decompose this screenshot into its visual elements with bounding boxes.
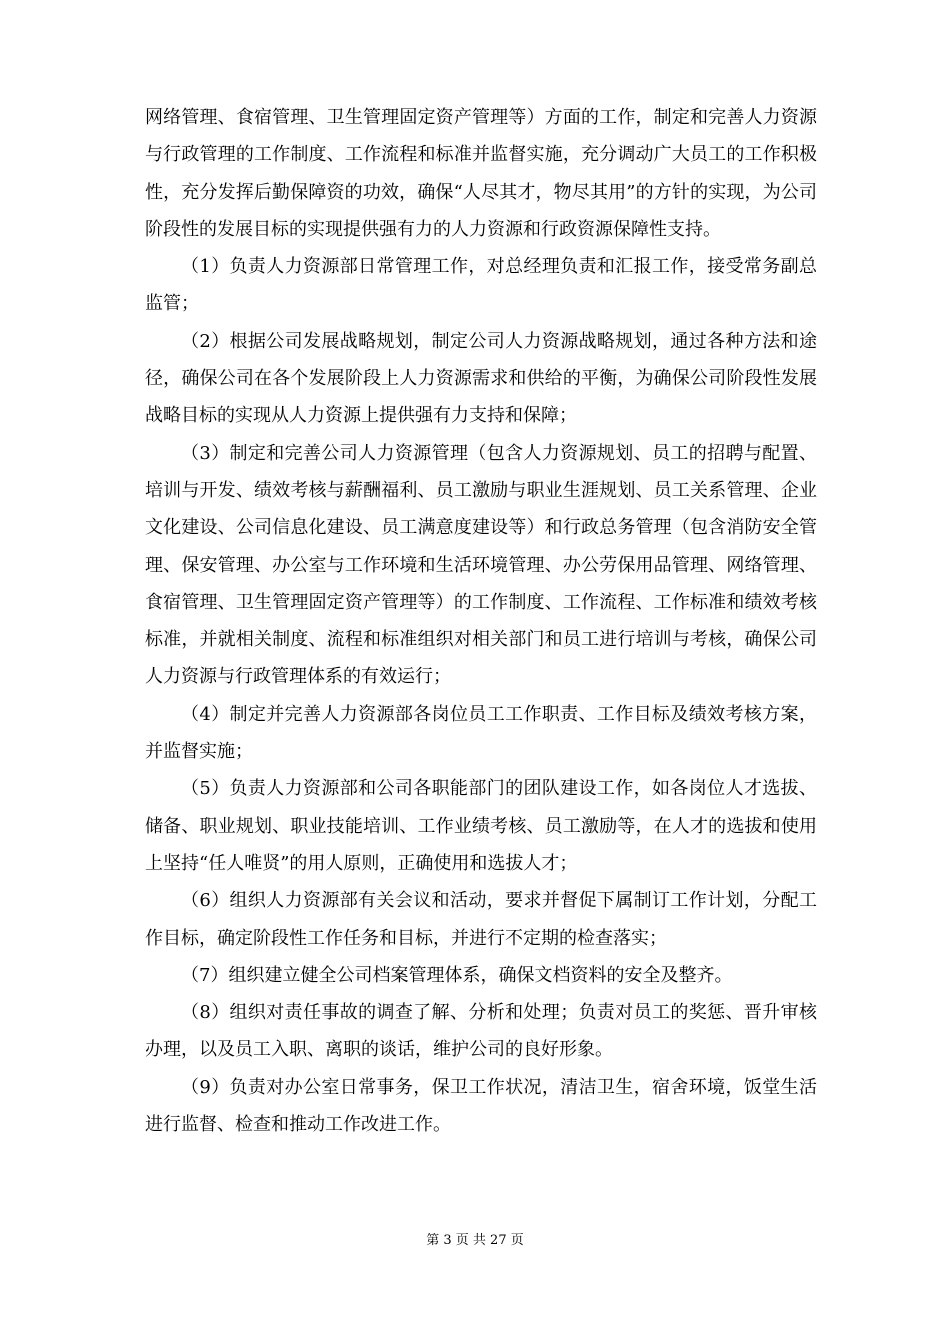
paragraph-item-7: （7）组织建立健全公司档案管理体系，确保文档资料的安全及整齐。: [181, 964, 733, 986]
paragraph-item-5: （5）负责人力资源部和公司各职能部门的团队建设工作，如各岗位人才选拔、储备、职业规划、职业技能培训、工作业绩考核、员工激励等，在人才的选拔和使用上坚持“任人唯贤”的用人原则，正确使用和选拔人才；: [145, 778, 817, 874]
paragraph-item-4: （4）制定并完善人力资源部各岗位员工工作职责、工作目标及绩效考核方案，并监督实施；: [145, 703, 817, 763]
paragraph-item-8: （8）组织对责任事故的调查了解、分析和处理；负责对员工的奖惩、晋升审核办理，以及员工入职、离职的谈话，维护公司的良好形象。: [145, 1002, 817, 1061]
page-number-footer: 第 3 页 共 27 页: [426, 1233, 524, 1248]
paragraph-continued: 网络管理、食宿管理、卫生管理固定资产管理等）方面的工作，制定和完善人力资源与行政管理的工作制度、工作流程和标准并监督实施，充分调动广大员工的工作积极性，充分发挥后勤保障资的功效，确保“人尽其才，物尽其用”的方针的实现，为公司阶段性的发展目标的实现提供强有力的人力资源和行政资源保障性支持。: [145, 107, 817, 240]
body-text: [145, 99, 817, 1143]
paragraph-item-3: （3）制定和完善公司人力资源管理（包含人力资源规划、员工的招聘与配置、培训与开发、绩效考核与薪酬福利、员工激励与职业生涯规划、员工关系管理、企业文化建设、公司信息化建设、员工满意度建设等）和行政总务管理（包含消防安全管理、保安管理、办公室与工作环境和生活环境管理、办公劳保用品管理、网络管理、食宿管理、卫生管理固定资产管理等）的工作制度、工作流程、工作标准和绩效考核标准，并就相关制度、流程和标准组织对相关部门和员工进行培训与考核，确保公司人力资源与行政管理体系的有效运行；: [145, 442, 817, 688]
paragraph-item-1: （1）负责人力资源部日常管理工作，对总经理负责和汇报工作，接受常务副总监管；: [145, 256, 817, 315]
paragraph-item-2: （2）根据公司发展战略规划，制定公司人力资源战略规划，通过各种方法和途径，确保公司在各个发展阶段上人力资源需求和供给的平衡，为确保公司阶段性发展战略目标的实现从人力资源上提供强有力支持和保障；: [145, 330, 817, 427]
paragraph-item-6: （6）组织人力资源部有关会议和活动，要求并督促下属制订工作计划，分配工作目标，确定阶段性工作任务和目标，并进行不定期的检查落实；: [145, 890, 817, 949]
paragraph-item-9: （9）负责对办公室日常事务，保卫工作状况，清洁卫生，宿舍环境，饭堂生活进行监督、检查和推动工作改进工作。: [145, 1076, 817, 1136]
